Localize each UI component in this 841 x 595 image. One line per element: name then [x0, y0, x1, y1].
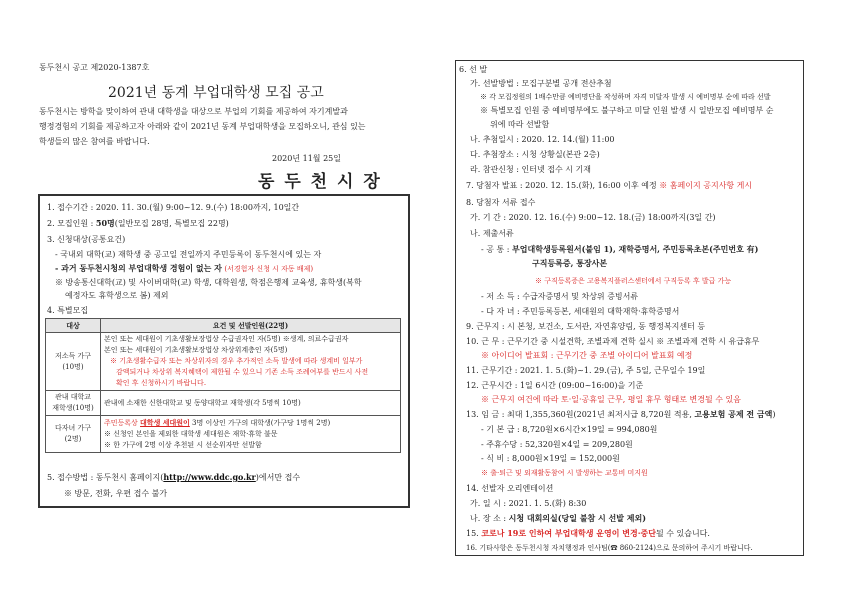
section-6-a: 가. 선발방법 : 모집구분별 공개 전산추첨: [470, 79, 612, 88]
section-14: 14. 선발자 오리엔테이션: [466, 484, 554, 493]
section-3-a: - 국내외 대학(교) 재학생 중 공고일 전일까지 주민등록이 동두천시에 있는 자: [55, 250, 322, 259]
section-14-a: 가. 일 시 : 2021. 1. 5.(화) 8:30: [470, 499, 587, 508]
section-1: 1. 접수기간 : 2020. 11. 30.(월) 9:00~12. 9.(수) 18:00까지, 10일간: [47, 203, 300, 212]
row-label-low-income: 저소득 가구 (10명): [46, 333, 101, 391]
section-5: 5. 접수방법 : 동두천시 홈페이지(http://www.ddc.go.kr)에서만 접수: [47, 472, 301, 482]
section-8: 8. 당첨자 서류 접수: [466, 198, 536, 207]
table-row: [46, 391, 401, 416]
section-12: 12. 근무시간 : 1일 6시간 (09:00~16:00)을 기준: [466, 381, 644, 390]
row-content-local-university: 관내에 소재한 신한대학교 및 동양대학교 재학생(각 5명씩 10명): [101, 391, 401, 416]
section-8-c-note: ※ 구직등록증은 고용복지플러스센터에서 구직등록 후 발급 가능: [535, 277, 732, 285]
homepage-link[interactable]: http://www.ddc.go.kr: [163, 472, 256, 482]
section-8-c2: 구직등록증, 통장사본: [532, 258, 608, 268]
section-3: 3. 신청대상(공통요건): [47, 235, 126, 244]
section-11: 11. 근무기간 : 2021. 1. 5.(화)~1. 29.(금), 주 5일, 근무일수 19일: [466, 366, 706, 375]
special-recruitment-table: [45, 318, 401, 453]
section-6: 6. 선 발: [459, 65, 488, 74]
section-8-c: - 공 통 : 부업대학생등록원서(붙임 1), 재학증명서, 주민등록초본(주민번호 有): [481, 244, 759, 254]
section-13-note: ※ 출·퇴근 및 외재활동참여 시 발생하는 교통비 미지원: [481, 469, 648, 477]
section-6-note-2b: 위에 따라 선발함: [490, 120, 550, 129]
table-header-requirements: 요건 및 선발인원(22명): [101, 319, 401, 333]
intro-line-2: 행정경험의 기회를 제공하고자 아래와 같이 2021년 동계 부업대학생을 모집하오니, 관심 있는: [39, 122, 366, 131]
section-3-b: - 과거 동두천시청의 부업대학생 경험이 없는 자 (서경험자 신청 시 자동 배제): [55, 263, 314, 273]
intro-line-3: 학생들의 많은 참여를 바랍니다.: [39, 137, 150, 146]
section-6-c: 다. 추첨장소 : 시청 상황실(본관 2층): [470, 150, 600, 159]
section-13-a: - 기 본 급 : 8,720원×6시간×19일 = 994,080원: [481, 425, 658, 434]
section-16: 16. 기타사항은 동두천시청 자치행정과 인사팀(☎ 860-2124)으로 문의하여 주시기 바랍니다.: [466, 544, 753, 552]
section-2: 2. 모집인원 : 50명(일반모집 28명, 특별모집 22명): [47, 218, 229, 228]
row-content-multi-child: 주민등록상 대학생 세대원이 3명 이상인 가구의 대학생(가구당 1명씩 2명) ※ 신청인 본인을 제외한 대학생 세대원은 재학·휴학 불문 ※ 한 가구에 2명 이상 추천된 시 선순위자만 선발함: [101, 416, 401, 453]
section-7: 7. 당첨자 발표 : 2020. 12. 15.(화), 16:00 이후 예정 ※ 홈페이지 공지사항 게시: [466, 181, 753, 190]
section-3-c2: 예정자도 휴학생으로 봄) 제외: [65, 291, 169, 300]
section-10: 10. 근 무 : 근무기간 중 시설견학, 조별과제 견학 실시 ※ 조별과제 견학 시 유급휴무: [466, 337, 760, 346]
section-8-d: - 저 소 득 : 수급자증명서 및 차상위 증빙서류: [481, 292, 639, 301]
section-6-d: 라. 참관신청 : 인터넷 접수 시 기재: [470, 165, 591, 174]
issuer: 동 두 천 시 장: [258, 172, 382, 192]
notice-number: 동두천시 공고 제2020-1387호: [39, 63, 150, 72]
section-4: 4. 특별모집: [47, 306, 89, 315]
section-13-c: - 식 비 : 8,000원×19일 = 152,000원: [481, 454, 620, 463]
notice-date: 2020년 11월 25일: [272, 154, 341, 163]
table-header-target: 대상: [46, 319, 101, 333]
table-row: [46, 333, 401, 391]
intro-line-1: 동두천시는 방학을 맞이하여 관내 대학생을 대상으로 부업의 기회를 제공하여 자기계발과: [39, 107, 348, 116]
row-label-multi-child: 다자녀 가구 (2명): [46, 416, 101, 453]
section-8-b: 나. 제출서류: [470, 229, 514, 238]
section-13-b: - 주휴수당 : 52,320원×4일 = 209,280원: [481, 440, 633, 449]
row-label-local-university: 관내 대학교 재학생(10명): [46, 391, 101, 416]
section-3-c: ※ 방송통신대학(교) 및 사이버대학(교) 학생, 대학원생, 학점은행제 교육생, 휴학생(복학: [55, 278, 362, 287]
section-5-note: ※ 방문, 전화, 우편 접수 불가: [64, 489, 168, 498]
section-8-e: - 다 자 녀 : 주민등록등본, 세대원의 대학재학·휴학증명서: [481, 307, 680, 316]
section-13: 13. 임 금 : 최대 1,355,360원(2021년 최저시급 8,720원 적용, 고용보험 공제 전 금액): [466, 409, 776, 419]
section-10-note: ※ 아이디어 발표회 : 근무기간 중 조별 아이디어 발표회 예정: [481, 351, 693, 360]
page-title: 2021년 동계 부업대학생 모집 공고: [108, 85, 324, 101]
row-content-low-income: 본인 또는 세대원이 기초생활보장법상 수급권자인 자(5명) ※생계, 의료수급권자 본인 또는 세대원이 기초생활보장법상 차상위계층인 자(5명) ※ 기초생활수급자 또는 차상위자의 경우 추가적인 소득 발생에 따라 생계비 일부가 감액되거나 차상위 복지혜택이 제한될 수 있으니 기존 소득 조례여부를 반드시 사전 확인 후 신청하시기 바랍니다.: [101, 333, 401, 391]
table-row: [46, 416, 401, 453]
section-12-note: ※ 근무지 여건에 따라 토·일·공휴일 근무, 평일 휴무 형태로 변경될 수 있음: [481, 395, 741, 404]
section-6-b: 나. 추첨일시 : 2020. 12. 14.(월) 11:00: [470, 135, 615, 144]
section-14-b: 나. 장 소 : 시청 대회의실(당일 불참 시 선발 제외): [470, 513, 647, 523]
section-9: 9. 근무지 : 시 본청, 보건소, 도서관, 자연휴양림, 동 행정복지센터 등: [466, 322, 706, 331]
section-15: 15. 코로나 19로 인하여 부업대학생 운영이 변경·중단될 수 있습니다.: [466, 528, 710, 538]
section-8-a: 가. 기 간 : 2020. 12. 16.(수) 9:00~12. 18.(금) 18:00까지(3일 간): [470, 213, 716, 222]
section-6-note-2: ※ 특별모집 인원 중 예비명부에도 불구하고 미달 인원 발생 시 일반모집 예비명부 순: [480, 106, 774, 115]
section-6-note-1: ※ 각 모집정원의 1배수만큼 예비명단을 작성하며 자격 미달자 발생 시 예비명부 순에 따라 선발: [480, 93, 771, 101]
